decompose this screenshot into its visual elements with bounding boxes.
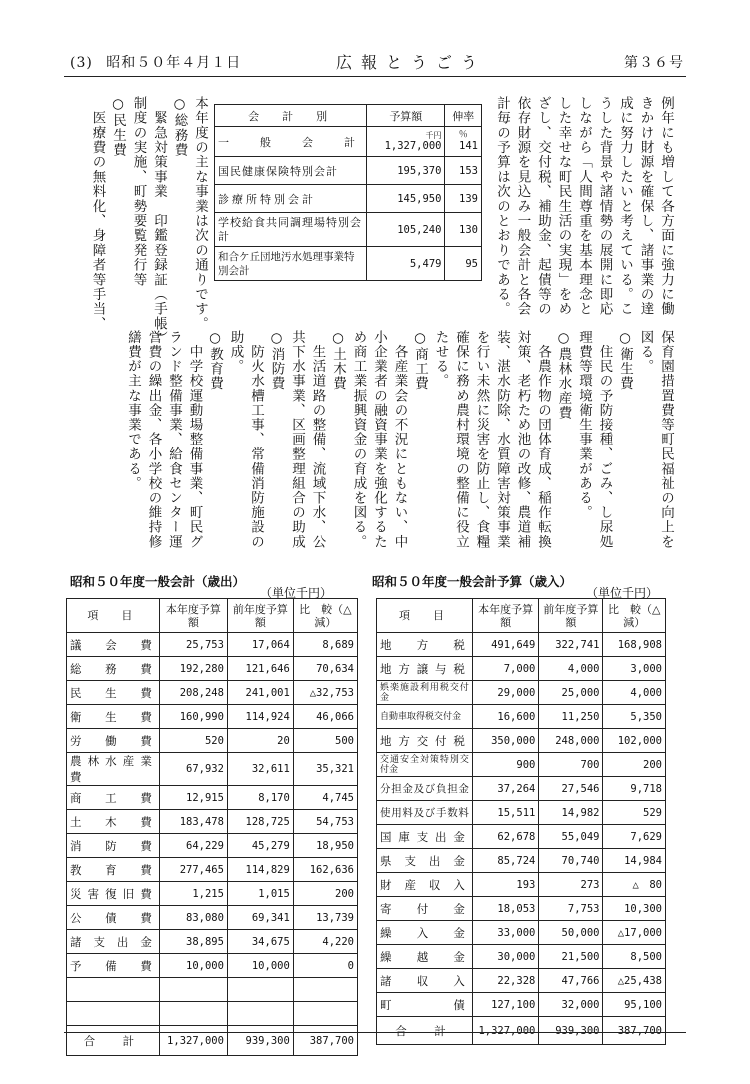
text-line: 防火水槽工事、常備消防施設の xyxy=(248,330,264,549)
row-diff: 4,000 xyxy=(603,681,666,705)
row-item: 財産収入 xyxy=(377,873,473,897)
total-current: 1,327,000 xyxy=(159,1026,227,1056)
text-line: 保育園措置費等町民福祉の向上を xyxy=(658,330,674,549)
table-row xyxy=(377,801,666,825)
row-previous: 47,766 xyxy=(539,969,603,993)
expenditure-title: 昭和５０年度一般会計（歳出） xyxy=(70,574,246,589)
table-row xyxy=(67,786,358,810)
row-diff: 4,745 xyxy=(293,786,357,810)
row-diff: 10,300 xyxy=(603,897,666,921)
row-diff: 200 xyxy=(293,882,357,906)
row-current: 12,915 xyxy=(159,786,227,810)
account-rate: 95 xyxy=(445,247,482,281)
row-previous: 114,924 xyxy=(227,705,293,729)
table-row xyxy=(377,993,666,1017)
text-line: 共下水事業、区画整理組合の助成 xyxy=(289,330,305,549)
account-rate: 139 xyxy=(445,185,482,213)
text-line: 助成。 xyxy=(227,330,244,374)
row-previous: 7,753 xyxy=(539,897,603,921)
col-header-rate: 伸率 xyxy=(445,105,482,127)
header-rule xyxy=(64,76,686,77)
empty-cell xyxy=(67,1002,160,1026)
text-line: 理費等環境衛生事業がある。 xyxy=(576,330,592,520)
row-current: 64,229 xyxy=(159,834,227,858)
account-name: 一 般 会 計 xyxy=(215,127,367,157)
row-item: 土木費 xyxy=(67,810,160,834)
row-diff: 18,950 xyxy=(293,834,357,858)
row-diff: 500 xyxy=(293,729,357,753)
table-row xyxy=(67,810,358,834)
table-row xyxy=(67,954,358,978)
total-label: 合 計 xyxy=(67,1026,160,1056)
row-item: 県支出金 xyxy=(377,849,473,873)
row-diff: 8,500 xyxy=(603,945,666,969)
text-line: 緊急対策事業 印鑑登録証（手帳） xyxy=(151,96,167,346)
text-line: 確保に務め農村環境の整備に役立 xyxy=(453,330,469,549)
row-item: 地方譲与税 xyxy=(377,657,473,681)
expenditure-rows xyxy=(67,633,358,1056)
table-row xyxy=(377,873,666,897)
text-line: 本年度の主な事業は次の通りです。 xyxy=(192,96,208,332)
table-row xyxy=(377,945,666,969)
table-row xyxy=(377,633,666,657)
text-line: め商工業振興資金の育成を図る。 xyxy=(350,330,367,549)
text-line: 営費の繰出金、各小学校の維持修 xyxy=(145,330,162,549)
table-row xyxy=(67,906,358,930)
row-current: 33,000 xyxy=(472,921,538,945)
text-line: 医療費の無料化、身障者等手当、 xyxy=(89,96,106,332)
row-current: 15,511 xyxy=(472,801,538,825)
row-item: 労働費 xyxy=(67,729,160,753)
header-date-line xyxy=(70,52,241,72)
row-diff: 102,000 xyxy=(603,729,666,753)
row-diff: 14,984 xyxy=(603,849,666,873)
col-header-item: 項 目 xyxy=(377,599,473,633)
text-line: ○衛生費 xyxy=(617,330,633,391)
row-previous: 70,740 xyxy=(539,849,603,873)
col-header-previous: 前年度予算額 xyxy=(539,599,603,633)
row-item: 公債費 xyxy=(67,906,160,930)
empty-cell xyxy=(159,1002,227,1026)
account-name: 診療所特別会計 xyxy=(215,185,367,213)
row-item: 商工費 xyxy=(67,786,160,810)
col-header-diff: 比 較（△減） xyxy=(293,599,357,633)
row-diff: 3,000 xyxy=(603,657,666,681)
text-line: たせる。 xyxy=(432,330,449,389)
account-value: 5,479 xyxy=(367,247,445,281)
row-diff: △17,000 xyxy=(603,921,666,945)
row-current: 127,100 xyxy=(472,993,538,1017)
row-item: 予備費 xyxy=(67,954,160,978)
table-row xyxy=(67,657,358,681)
row-previous: 14,982 xyxy=(539,801,603,825)
row-current: 192,280 xyxy=(159,657,227,681)
row-diff: △ 80 xyxy=(603,873,666,897)
text-line: ○消防費 xyxy=(268,330,285,391)
main-projects-columns xyxy=(87,96,210,346)
row-diff: 13,739 xyxy=(293,906,357,930)
text-line: を行い未然に災害を防止し、食糧 xyxy=(473,330,490,549)
account-rate xyxy=(445,127,482,157)
row-previous: 55,049 xyxy=(539,825,603,849)
row-previous: 4,000 xyxy=(539,657,603,681)
account-value: 195,370 xyxy=(367,157,445,185)
table-row xyxy=(67,753,358,786)
row-previous: 121,646 xyxy=(227,657,293,681)
table-row xyxy=(377,681,666,705)
row-diff: 35,321 xyxy=(293,753,357,786)
table-row xyxy=(377,729,666,753)
row-current: 10,000 xyxy=(159,954,227,978)
total-label: 合 計 xyxy=(377,1017,473,1045)
row-previous: 32,000 xyxy=(539,993,603,1017)
table-row xyxy=(67,930,358,954)
account-name: 学校給食共同調理場特別会計 xyxy=(215,213,367,247)
table-row xyxy=(377,969,666,993)
row-diff: 168,908 xyxy=(603,633,666,657)
row-previous: 11,250 xyxy=(539,705,603,729)
row-previous: 10,000 xyxy=(227,954,293,978)
row-item: 地方交付税 xyxy=(377,729,473,753)
text-line: ○総務費 xyxy=(171,96,188,158)
row-diff: 4,220 xyxy=(293,930,357,954)
row-previous: 45,279 xyxy=(227,834,293,858)
row-current: 16,600 xyxy=(472,705,538,729)
row-previous: 25,000 xyxy=(539,681,603,705)
row-item: 消防費 xyxy=(67,834,160,858)
empty-cell xyxy=(293,978,357,1002)
row-current: 183,478 xyxy=(159,810,227,834)
empty-cell xyxy=(67,978,160,1002)
row-diff: 95,100 xyxy=(603,993,666,1017)
table-row xyxy=(67,681,358,705)
value: 141 xyxy=(459,140,478,152)
row-diff: 5,350 xyxy=(603,705,666,729)
col-header-current: 本年度予算額 xyxy=(159,599,227,633)
text-line: 生活道路の整備、流域下水、公 xyxy=(309,330,326,549)
row-item: 民生費 xyxy=(67,681,160,705)
table-row xyxy=(67,729,358,753)
table-row xyxy=(377,825,666,849)
table-row xyxy=(377,657,666,681)
row-previous: 248,000 xyxy=(539,729,603,753)
table-row xyxy=(67,834,358,858)
total-row xyxy=(67,1026,358,1056)
row-item: 地方税 xyxy=(377,633,473,657)
row-current: 208,248 xyxy=(159,681,227,705)
row-diff: 200 xyxy=(603,753,666,777)
total-diff: 387,700 xyxy=(603,1017,666,1045)
row-previous: 700 xyxy=(539,753,603,777)
row-item: 諸支出金 xyxy=(67,930,160,954)
account-value xyxy=(367,127,445,157)
text-line: きかけ財源を確保し、諸事業の達 xyxy=(637,96,654,317)
row-previous: 20 xyxy=(227,729,293,753)
accounts-budget-table xyxy=(214,104,482,281)
table-row xyxy=(67,633,358,657)
row-current: 277,465 xyxy=(159,858,227,882)
empty-row xyxy=(67,1002,358,1026)
col-header-item: 項 目 xyxy=(67,599,160,633)
row-item: 交通安全対策特別交付金 xyxy=(377,753,473,777)
col-header-account: 会 計 別 xyxy=(215,105,367,127)
row-previous: 50,000 xyxy=(539,921,603,945)
expenditure-table xyxy=(66,598,358,1056)
row-item: 寄付金 xyxy=(377,897,473,921)
row-previous: 114,829 xyxy=(227,858,293,882)
row-current: 160,990 xyxy=(159,705,227,729)
page-number: (3) xyxy=(70,55,93,71)
row-item: 災害復旧費 xyxy=(67,882,160,906)
row-item: 自動車取得税交付金 xyxy=(377,705,473,729)
issue-date: 昭和５０年４月１日 xyxy=(106,55,242,71)
text-line: ○民生費 xyxy=(110,96,126,158)
text-line: 住民の予防接種、ごみ、し尿処 xyxy=(596,330,613,549)
row-current: 350,000 xyxy=(472,729,538,753)
row-current: 83,080 xyxy=(159,906,227,930)
col-header-previous: 前年度予算額 xyxy=(227,599,293,633)
row-previous: 21,500 xyxy=(539,945,603,969)
text-line: 各農作物の団体育成、稲作転換 xyxy=(535,330,551,549)
row-diff: 9,718 xyxy=(603,777,666,801)
row-item: 使用料及び手数料 xyxy=(377,801,473,825)
table-row xyxy=(377,705,666,729)
row-current: 900 xyxy=(472,753,538,777)
row-item: 諸収入 xyxy=(377,969,473,993)
table-row xyxy=(67,882,358,906)
col-header-diff: 比 較（△減） xyxy=(603,599,666,633)
col-header-current: 本年度予算額 xyxy=(472,599,538,633)
table-row xyxy=(377,849,666,873)
row-current: 62,678 xyxy=(472,825,538,849)
row-item: 町債 xyxy=(377,993,473,1017)
row-current: 25,753 xyxy=(159,633,227,657)
publication-title: 広報とうごう xyxy=(336,53,487,72)
unit-label: ％ xyxy=(458,130,468,140)
total-previous: 939,300 xyxy=(539,1017,603,1045)
row-diff: △25,438 xyxy=(603,969,666,993)
text-line: ○農林水産費 xyxy=(555,330,572,421)
row-diff: 7,629 xyxy=(603,825,666,849)
total-previous: 939,300 xyxy=(227,1026,293,1056)
row-previous: 17,064 xyxy=(227,633,293,657)
projects-detail-columns xyxy=(123,330,677,549)
text-line: 装、湛水防除、水質障害対策事業 xyxy=(494,330,510,549)
text-line: した幸せな町民生活の実現」をめ xyxy=(555,96,572,317)
row-current: 30,000 xyxy=(472,945,538,969)
text-line: 繕費が主な事業である。 xyxy=(125,330,141,491)
text-line: 成に努力したいと考えている。こ xyxy=(617,96,633,317)
text-line: ○土木費 xyxy=(330,330,346,391)
row-previous: 27,546 xyxy=(539,777,603,801)
row-item: 繰入金 xyxy=(377,921,473,945)
text-line: 計毎の予算は次のとおりである。 xyxy=(494,96,510,317)
row-item: 繰越金 xyxy=(377,945,473,969)
text-line: 例年にも増して各方面に強力に働 xyxy=(658,96,674,317)
text-line: 各産業会の不況にともない、中 xyxy=(391,330,408,549)
account-rate: 153 xyxy=(445,157,482,185)
value: 1,327,000 xyxy=(384,140,442,152)
text-line: ○商工費 xyxy=(412,330,428,391)
row-current: 18,053 xyxy=(472,897,538,921)
row-current: 193 xyxy=(472,873,538,897)
row-diff: 529 xyxy=(603,801,666,825)
row-current: 7,000 xyxy=(472,657,538,681)
row-current: 491,649 xyxy=(472,633,538,657)
empty-cell xyxy=(159,978,227,1002)
account-name: 国民健康保険特別会計 xyxy=(215,157,367,185)
revenue-unit: （単位千円） xyxy=(586,586,659,600)
row-item: 娯楽施設利用税交付金 xyxy=(377,681,473,705)
total-row xyxy=(377,1017,666,1045)
text-line: 制度の実施、町勢要覧発行等 xyxy=(130,96,147,288)
row-diff: 46,066 xyxy=(293,705,357,729)
text-line: 対策、老朽ため池の改修、農道補 xyxy=(514,330,531,549)
col-header-budget: 予算額 xyxy=(367,105,445,127)
row-previous: 8,170 xyxy=(227,786,293,810)
row-diff: 54,753 xyxy=(293,810,357,834)
row-diff: 8,689 xyxy=(293,633,357,657)
row-previous: 322,741 xyxy=(539,633,603,657)
table-row xyxy=(377,897,666,921)
account-value: 145,950 xyxy=(367,185,445,213)
row-previous: 69,341 xyxy=(227,906,293,930)
row-item: 教育費 xyxy=(67,858,160,882)
text-line: うした背景や諸情勢の展開に即応 xyxy=(596,96,613,317)
row-item: 総務費 xyxy=(67,657,160,681)
row-current: 29,000 xyxy=(472,681,538,705)
text-line: しながら「人間尊重を基本理念と xyxy=(576,96,592,317)
text-line: ○教育費 xyxy=(207,330,223,391)
table-row xyxy=(377,753,666,777)
account-rate: 130 xyxy=(445,213,482,247)
row-previous: 128,725 xyxy=(227,810,293,834)
row-item: 衛生費 xyxy=(67,705,160,729)
revenue-title: 昭和５０年度一般会計予算（歳入） xyxy=(372,574,573,589)
table-row xyxy=(67,705,358,729)
unit-label: 千円 xyxy=(425,131,442,140)
text-line: 中学校運動場整備事業、町民グ xyxy=(186,330,203,549)
row-current: 22,328 xyxy=(472,969,538,993)
row-current: 67,932 xyxy=(159,753,227,786)
projects-detail-block xyxy=(64,330,676,570)
account-value: 105,240 xyxy=(367,213,445,247)
revenue-rows xyxy=(377,633,666,1045)
empty-cell xyxy=(293,1002,357,1026)
row-item: 国庫支出金 xyxy=(377,825,473,849)
row-previous: 241,001 xyxy=(227,681,293,705)
row-item: 議会費 xyxy=(67,633,160,657)
issue-number: 第３６号 xyxy=(624,55,684,71)
row-item: 農林水産業費 xyxy=(67,753,160,786)
account-name: 和合ケ丘団地汚水処理事業特別会計 xyxy=(215,247,367,281)
row-diff: △32,753 xyxy=(293,681,357,705)
row-current: 520 xyxy=(159,729,227,753)
text-line: 小企業者の融資事業を強化するた xyxy=(371,330,387,549)
footer-rule xyxy=(64,1032,686,1033)
row-current: 1,215 xyxy=(159,882,227,906)
text-line: 図る。 xyxy=(637,330,654,374)
text-line: 依存財源を見込み一般会計と各会 xyxy=(514,96,531,317)
empty-row xyxy=(67,978,358,1002)
table-row xyxy=(377,921,666,945)
intro-columns xyxy=(492,96,677,317)
revenue-table xyxy=(376,598,666,1045)
table-row xyxy=(377,777,666,801)
row-current: 37,264 xyxy=(472,777,538,801)
row-previous: 273 xyxy=(539,873,603,897)
empty-cell xyxy=(227,1002,293,1026)
row-diff: 0 xyxy=(293,954,357,978)
text-line: ざし、交付税、補助金、起債等の xyxy=(535,96,551,317)
row-item: 分担金及び負担金 xyxy=(377,777,473,801)
row-previous: 34,675 xyxy=(227,930,293,954)
text-line: ランド整備事業、給食センター運 xyxy=(166,330,182,549)
row-diff: 162,636 xyxy=(293,858,357,882)
row-diff: 70,634 xyxy=(293,657,357,681)
total-current: 1,327,000 xyxy=(472,1017,538,1045)
total-diff: 387,700 xyxy=(293,1026,357,1056)
row-previous: 32,611 xyxy=(227,753,293,786)
row-current: 85,724 xyxy=(472,849,538,873)
row-current: 38,895 xyxy=(159,930,227,954)
empty-cell xyxy=(227,978,293,1002)
row-previous: 1,015 xyxy=(227,882,293,906)
expenditure-unit: （単位千円） xyxy=(260,586,333,600)
table-row xyxy=(67,858,358,882)
